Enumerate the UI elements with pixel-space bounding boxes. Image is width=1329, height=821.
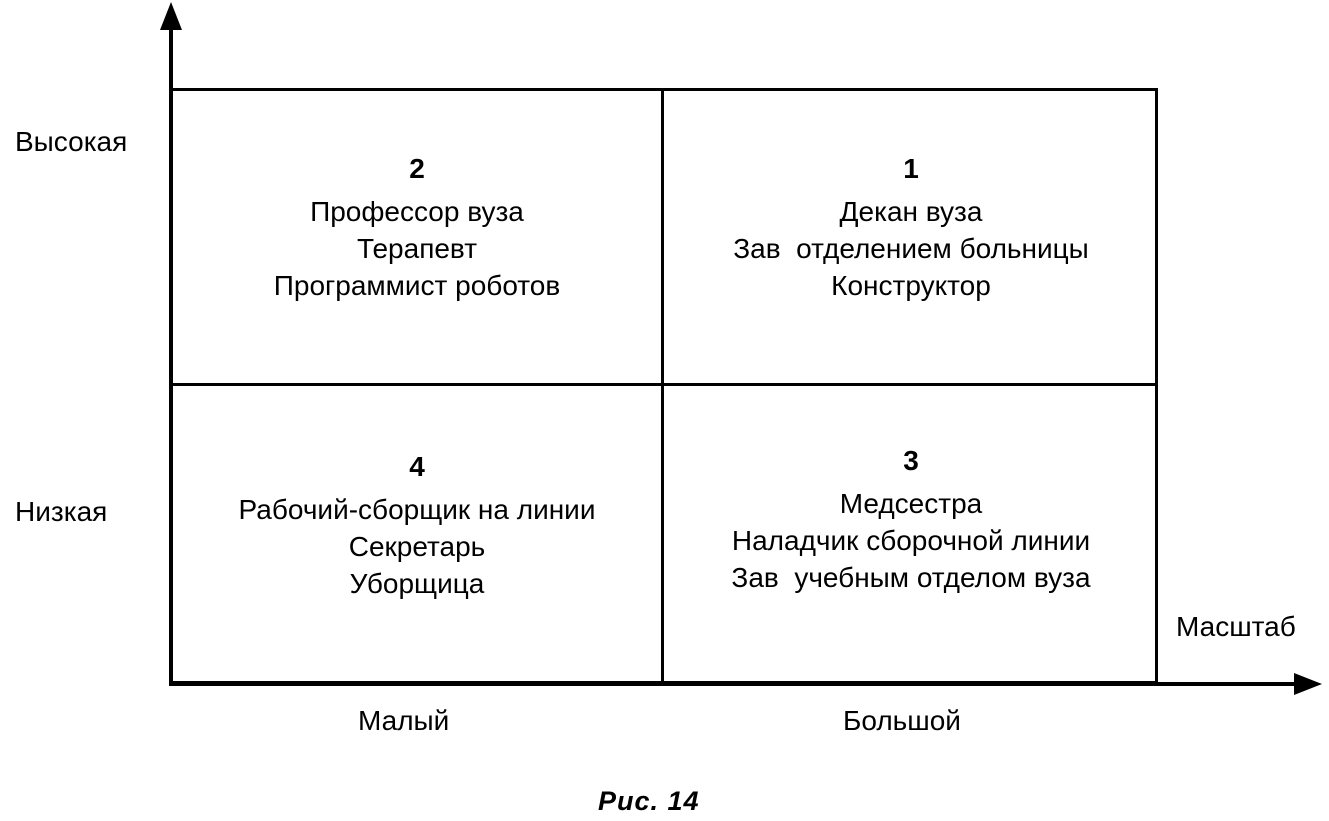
quadrant-number: 3 bbox=[903, 445, 919, 476]
figure-caption: Рис. 14 bbox=[598, 786, 700, 816]
x-axis-label-small: Малый bbox=[358, 705, 450, 736]
quadrant-2 bbox=[173, 150, 661, 304]
x-axis-title: Масштаб bbox=[1176, 611, 1296, 642]
quadrant-item: Зав учебным отделом вуза bbox=[731, 562, 1091, 593]
y-axis-label-low: Низкая bbox=[15, 496, 108, 527]
quadrant-item: Наладчик сборочной линии bbox=[731, 525, 1091, 556]
x-axis-label-large: Большой bbox=[843, 705, 961, 736]
quadrant-item: Секретарь bbox=[348, 531, 486, 562]
quadrant-item: Конструктор bbox=[831, 270, 991, 301]
quadrant-item: Профессор вуза bbox=[310, 196, 524, 227]
quadrant-1 bbox=[664, 150, 1158, 304]
quadrant-item: Рабочий-сборщик на линии bbox=[238, 494, 596, 525]
x-axis-arrow bbox=[1294, 673, 1322, 695]
quadrant-item: Терапевт bbox=[356, 233, 478, 264]
quadrant-number: 1 bbox=[903, 153, 919, 184]
quadrant-item: Зав отделением больницы bbox=[733, 233, 1089, 264]
quadrant-item: Программист роботов bbox=[273, 270, 561, 301]
quadrant-item: Декан вуза bbox=[839, 196, 983, 227]
quadrant-number: 4 bbox=[409, 451, 425, 482]
y-axis-label-high: Высокая bbox=[15, 126, 128, 157]
quadrant-3 bbox=[664, 442, 1158, 596]
matrix-horizontal-divider bbox=[170, 383, 1158, 386]
quadrant-item: Медсестра bbox=[839, 488, 983, 519]
y-axis-arrow bbox=[160, 2, 182, 30]
quadrant-item: Уборщица bbox=[349, 568, 485, 599]
quadrant-4 bbox=[173, 448, 661, 602]
quadrant-number: 2 bbox=[409, 153, 425, 184]
